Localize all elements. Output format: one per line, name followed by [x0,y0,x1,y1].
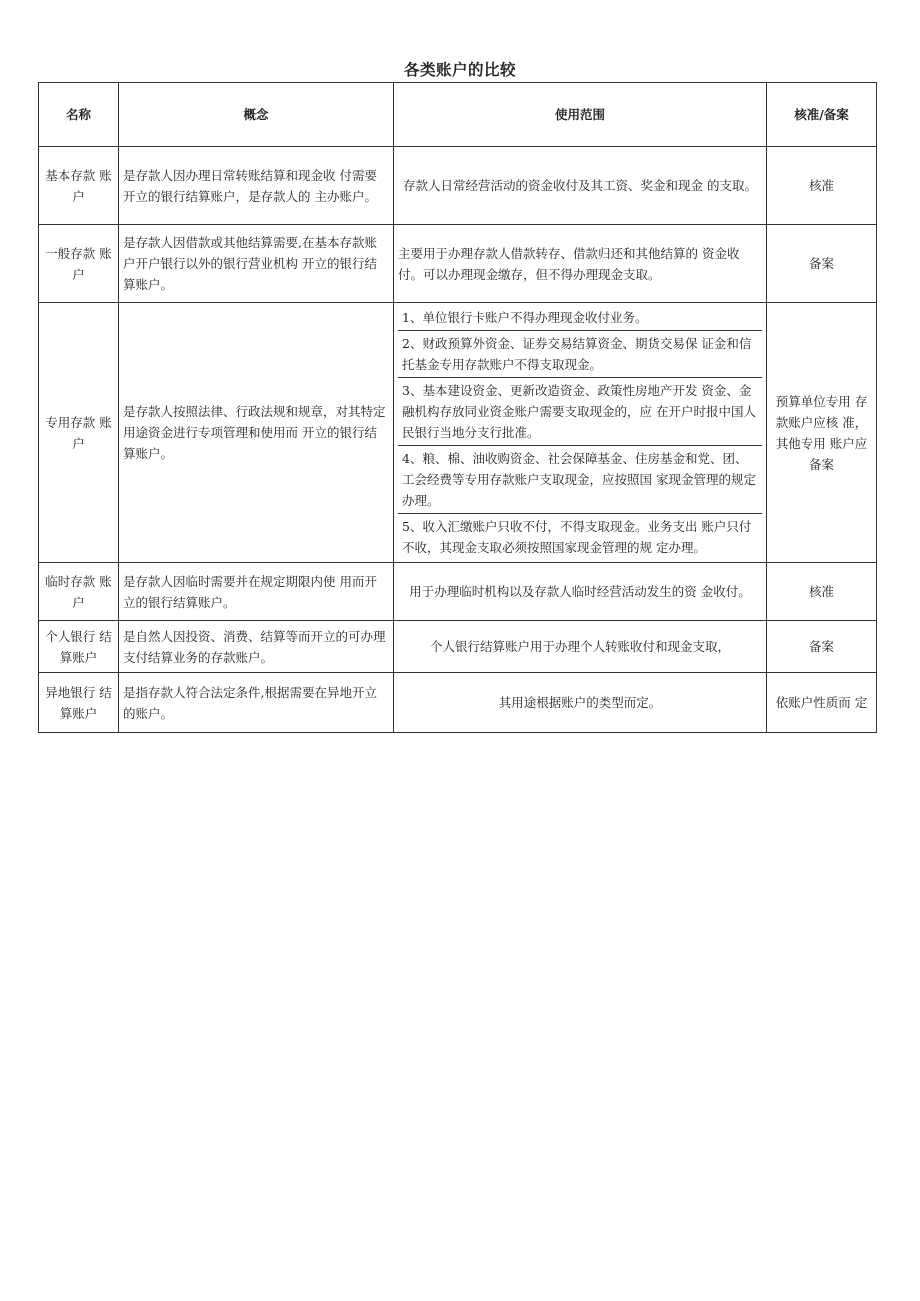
row-basic-usage: 存款人日常经营活动的资金收付及其工资、奖金和现金 的支取。 [394,147,767,225]
row-personal-approval: 备案 [767,621,877,673]
header-concept: 概念 [119,83,394,147]
page-title: 各类账户的比较 [403,61,516,79]
row-offsite-approval: 依账户性质而 定 [767,673,877,733]
row-offsite-name: 异地银行 结算账户 [39,673,119,733]
row-temporary-concept: 是存款人因临时需要并在规定期限内使 用而开立的银行结算账户。 [119,563,394,621]
row-special-usage [394,303,767,563]
row-temporary-usage: 用于办理临时机构以及存款人临时经营活动发生的资 金收付。 [394,563,767,621]
account-comparison-table [38,82,877,733]
row-basic-concept: 是存款人因办理日常转账结算和现金收 付需要开立的银行结算账户，是存款人的 主办账户。 [119,147,394,225]
row-general-concept: 是存款人因借款或其他结算需要,在基本存款账户开户银行以外的银行营业机构 开立的银行结算账户。 [119,225,394,303]
row-special-concept: 是存款人按照法律、行政法规和规章，对其特定用途资金进行专项管理和使用而 开立的银行结算账户。 [119,303,394,563]
usage-item-4: 4、粮、棉、油收购资金、社会保障基金、住房基金和党、团、工会经费等专用存款账户支取现金，应按照国 家现金管理的规定办理。 [398,446,762,514]
usage-item-1: 1、单位银行卡账户不得办理现金收付业务。 [398,305,762,331]
header-approval: 核准/备案 [767,83,877,147]
table-row [39,225,877,303]
row-offsite-usage: 其用途根据账户的类型而定。 [394,673,767,733]
table-row [39,621,877,673]
row-personal-name: 个人银行 结算账户 [39,621,119,673]
row-basic-approval: 核准 [767,147,877,225]
table-row [39,673,877,733]
row-special-name: 专用存款 账户 [39,303,119,563]
row-temporary-name: 临时存款 账户 [39,563,119,621]
row-offsite-concept: 是指存款人符合法定条件,根据需要在异地开立的账户。 [119,673,394,733]
row-special-approval: 预算单位专用 存款账户应核 准，其他专用 账户应备案 [767,303,877,563]
row-general-approval: 备案 [767,225,877,303]
row-general-name: 一般存款 账户 [39,225,119,303]
usage-item-2: 2、财政预算外资金、证券交易结算资金、期货交易保 证金和信托基金专用存款账户不得支取现金。 [398,331,762,378]
usage-item-3: 3、基本建设资金、更新改造资金、政策性房地产开发 资金、金融机构存放同业资金账户需要支取现金的，应 在开户时报中国人民银行当地分支行批准。 [398,378,762,446]
row-basic-name: 基本存款 账户 [39,147,119,225]
row-personal-concept: 是自然人因投资、消费、结算等而开立的可办理支付结算业务的存款账户。 [119,621,394,673]
row-general-usage: 主要用于办理存款人借款转存、借款归还和其他结算的 资金收付。可以办理现金缴存，但不得办理现金支取。 [394,225,767,303]
usage-item-5: 5、收入汇缴账户只收不付，不得支取现金。业务支出 账户只付不收，其现金支取必须按照国家现金管理的规 定办理。 [402,519,752,555]
table-row [39,303,877,563]
header-name: 名称 [39,83,119,147]
header-row [39,83,877,147]
row-temporary-approval: 核准 [767,563,877,621]
header-usage: 使用范围 [394,83,767,147]
row-personal-usage: 个人银行结算账户用于办理个人转账收付和现金支取， [394,621,767,673]
table-row [39,147,877,225]
table-row [39,563,877,621]
